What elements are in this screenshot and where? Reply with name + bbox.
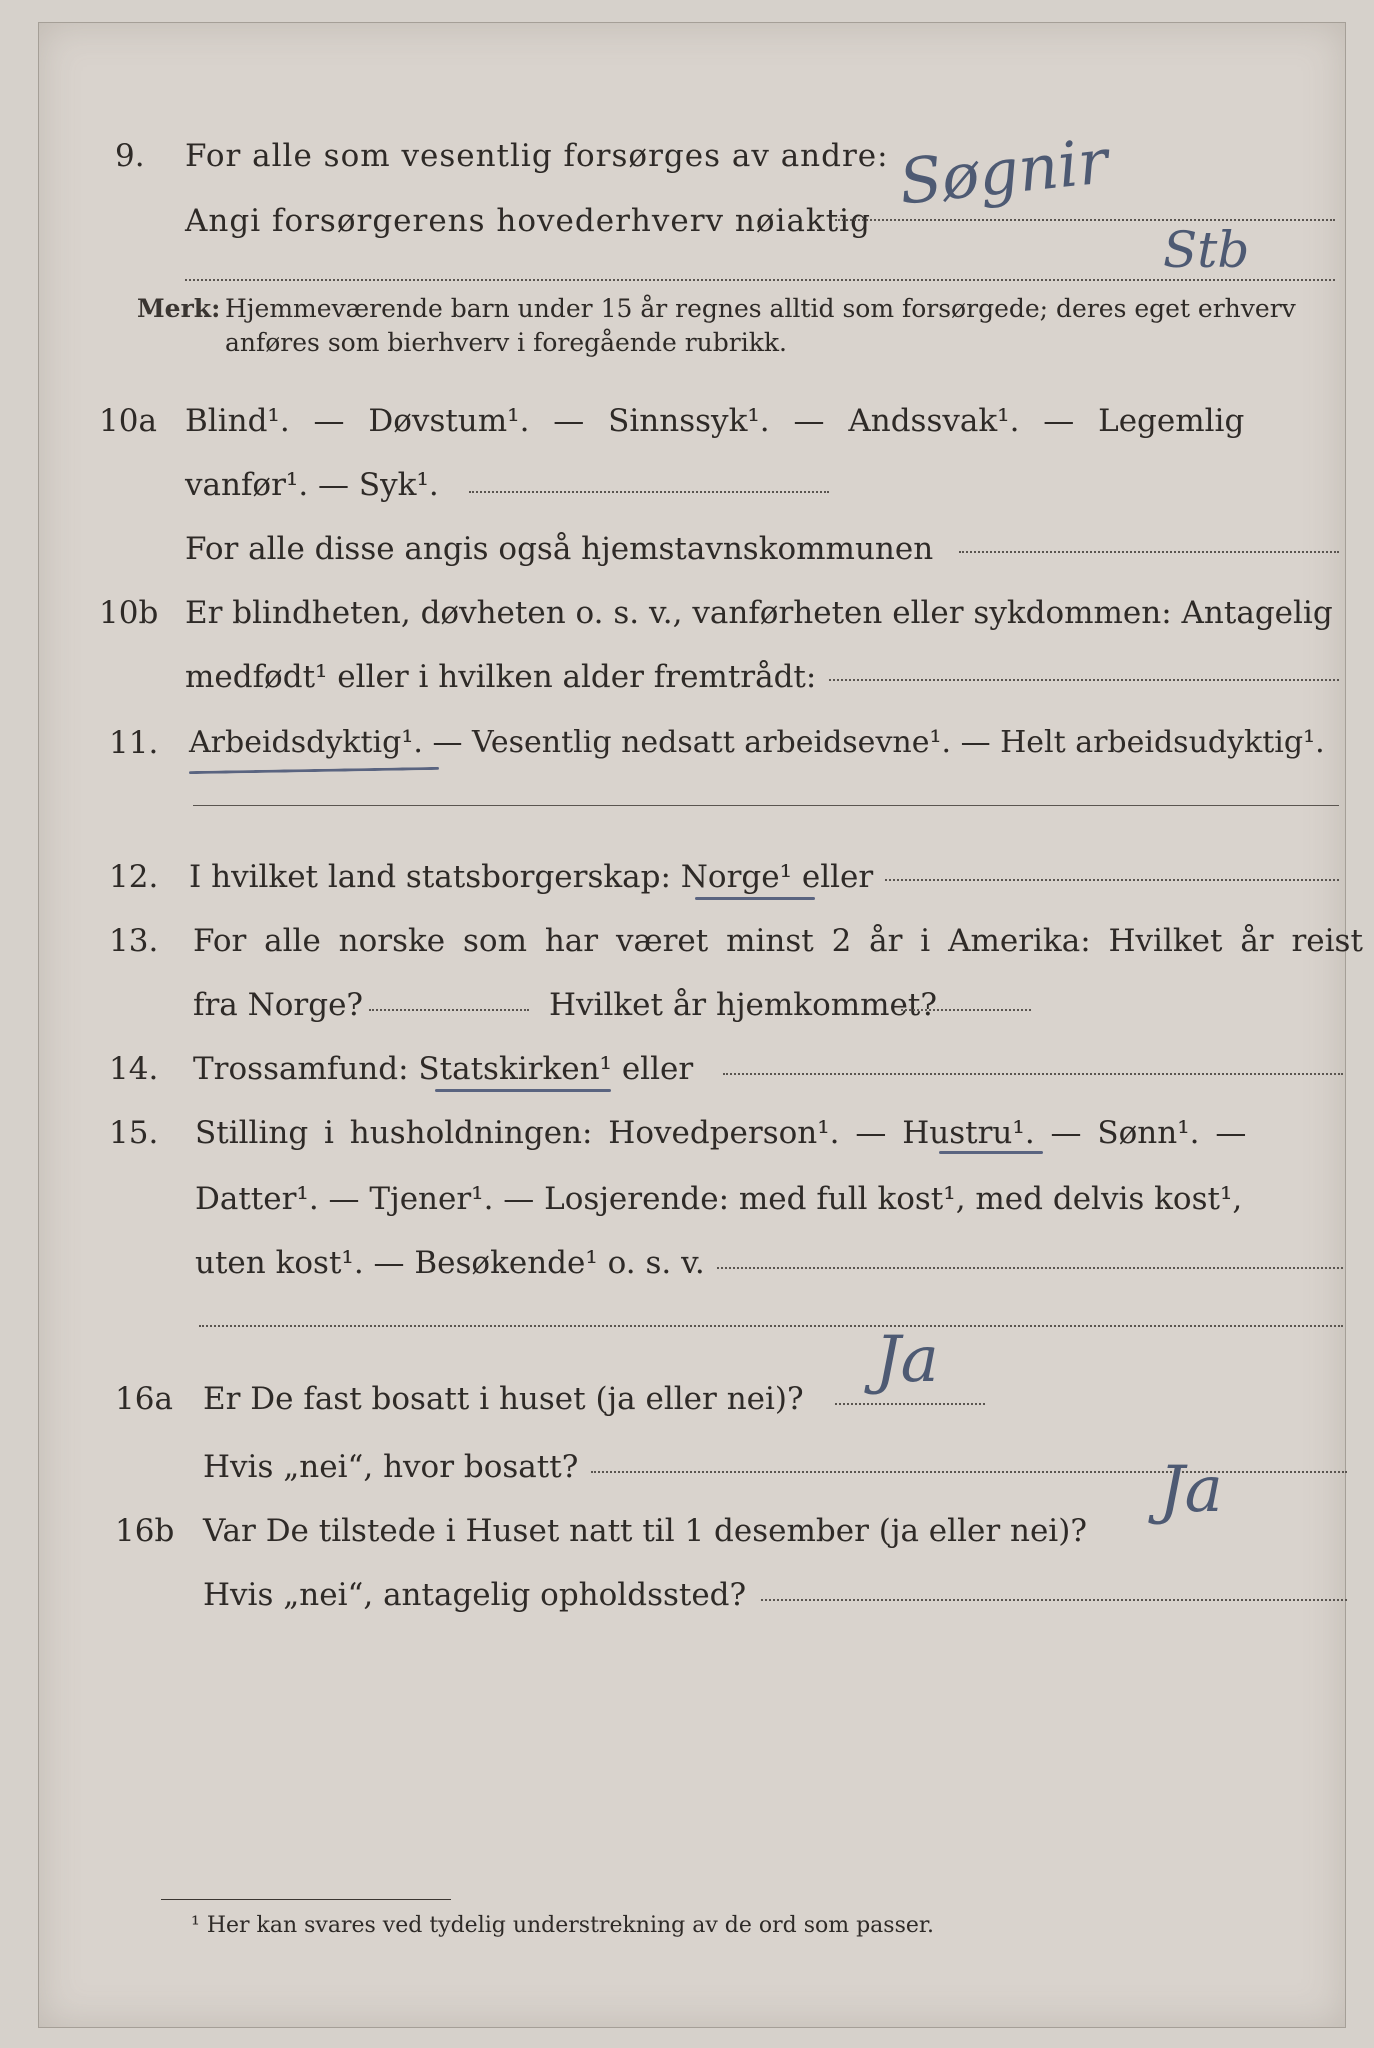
q15-line1: Stilling i husholdningen: Hovedperson¹. — Hustru¹. — Sønn¹. — [195,1115,1247,1151]
q16b-handwritten-answer[interactable]: Ja [1159,1453,1223,1527]
q16b-number: 16b [115,1513,175,1549]
q16b-line2: Hvis „nei“, antagelig opholdssted? [203,1577,747,1613]
q14-dots [723,1073,1343,1075]
q12-dots [885,879,1339,881]
q14-line1: Trossamfund: Statskirken¹ eller [193,1051,694,1087]
q12-answer-underline [695,897,815,900]
q14-answer-underline [435,1089,611,1092]
q16a-line2: Hvis „nei“, hvor bosatt? [203,1449,579,1485]
q15-line3: uten kost¹. — Besøkende¹ o. s. v. [195,1245,705,1281]
q10b-line1: Er blindheten, døvheten o. s. v., vanførheten eller sykdommen: Antagelig [185,595,1333,631]
q13-line1: For alle norske som har været minst 2 år i Amerika: Hvilket år reist [193,923,1363,959]
merk-label: Merk: [137,294,221,323]
q10b-dots [829,679,1339,681]
q15-number: 15. [109,1115,159,1151]
q13-number: 13. [109,923,159,959]
q10a-line2: vanfør¹. — Syk¹. [185,467,439,503]
q13-dots-2 [901,1009,1031,1011]
q10a-line1: Blind¹. — Døvstum¹. — Sinnssyk¹. — Andssvak¹. — Legemlig [185,403,1245,439]
q13-dots-1 [369,1009,529,1011]
q9-line2: Angi forsørgerens hovederhverv nøiaktig [185,203,871,239]
q11-number: 11. [109,725,159,761]
q13-line2b: Hvilket år hjemkommet? [549,987,937,1023]
footnote: ¹ Her kan svares ved tydelig understrekning av de ord som passer. [191,1913,934,1938]
q15-dots-1 [717,1267,1343,1269]
q16a-handwritten-answer[interactable]: Ja [875,1323,939,1397]
q15-answer-underline [939,1151,1043,1154]
q10a-line3: For alle disse angis også hjemstavnskommunen [185,531,934,567]
q16b-dots [761,1599,1347,1601]
q16a-dots-2 [591,1471,1347,1473]
q12-line1: I hvilket land statsborgerskap: Norge¹ eller [189,859,874,895]
q16a-dots-1 [835,1403,985,1405]
q9-second-line-dots [185,279,1335,281]
q11-dots [193,805,1339,806]
census-form-card [38,22,1363,2028]
q9-answer-dots [835,219,1335,221]
q14-number: 14. [109,1051,159,1087]
q10a-number: 10a [99,403,157,439]
q10a-dots-1 [469,491,829,493]
q10b-line2: medfødt¹ eller i hvilken alder fremtrådt: [185,659,817,695]
q16a-line1: Er De fast bosatt i huset (ja eller nei)? [203,1381,804,1417]
q13-line2a: fra Norge? [193,987,364,1023]
footnote-rule [161,1899,451,1900]
q16a-number: 16a [115,1381,173,1417]
q12-number: 12. [109,859,159,895]
q9-number: 9. [115,138,145,174]
q16b-line1: Var De tilstede i Huset natt til 1 desember (ja eller nei)? [203,1513,1087,1549]
q9-line1: For alle som vesentlig forsørges av andre: [185,138,889,174]
q10b-number: 10b [99,595,159,631]
merk-line2: anføres som bierhverv i foregående rubrikk. [225,328,787,357]
q15-dots-2 [199,1325,1343,1327]
q10a-dots-2 [959,551,1339,553]
q9-handwritten-answer[interactable]: Søgnir [895,124,1112,219]
q9-handwritten-answer-2[interactable]: Stb [1163,221,1250,279]
merk-line1: Hjemmeværende barn under 15 år regnes alltid som forsørgede; deres eget erhverv [225,294,1296,323]
q15-line2: Datter¹. — Tjener¹. — Losjerende: med full kost¹, med delvis kost¹, [195,1181,1243,1217]
q11-line1: Arbeidsdyktig¹. — Vesentlig nedsatt arbeidsevne¹. — Helt arbeidsudyktig¹. [189,725,1325,760]
